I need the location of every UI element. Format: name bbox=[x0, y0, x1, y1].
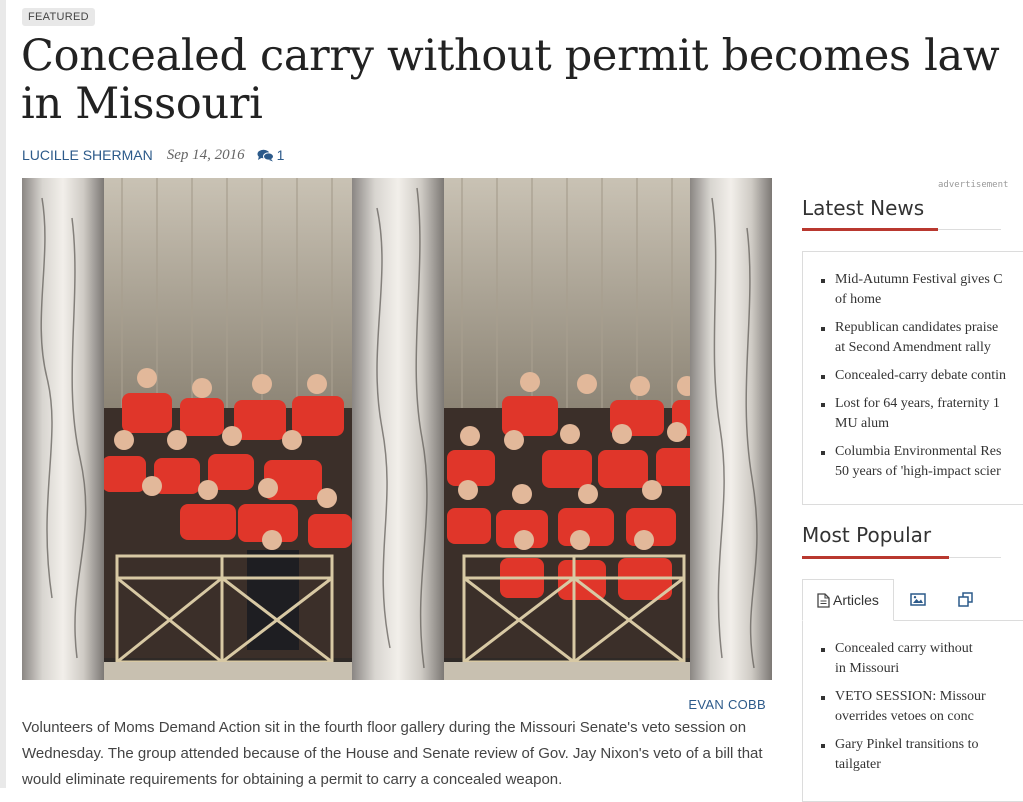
comments-link[interactable] bbox=[257, 147, 285, 163]
latest-news-title: Latest News bbox=[802, 196, 925, 220]
list-item[interactable] bbox=[803, 687, 1023, 727]
most-popular-rule bbox=[802, 557, 1001, 558]
page-edge bbox=[0, 0, 6, 788]
comments-icon bbox=[257, 149, 274, 162]
most-popular-title: Most Popular bbox=[802, 523, 932, 547]
list-item-line: Gary Pinkel transitions to bbox=[835, 737, 979, 752]
tab-articles-label: Articles bbox=[833, 592, 879, 608]
list-item[interactable] bbox=[803, 639, 1023, 679]
list-item-line: Lost for 64 years, fraternity 1 bbox=[835, 396, 1000, 411]
most-popular-tabs bbox=[802, 579, 990, 621]
tab-copy[interactable] bbox=[942, 579, 990, 619]
tab-photos[interactable] bbox=[894, 579, 942, 619]
list-item-line: Columbia Environmental Res bbox=[835, 444, 1002, 459]
article-photo[interactable] bbox=[22, 178, 772, 680]
senate-gallery-image bbox=[22, 178, 772, 680]
latest-news-rule bbox=[802, 229, 1001, 230]
list-item-line: overrides vetoes on conc bbox=[835, 709, 974, 724]
most-popular-list bbox=[803, 621, 1023, 775]
image-icon bbox=[910, 593, 926, 606]
publish-date: Sep 14, 2016 bbox=[166, 146, 245, 163]
featured-badge[interactable]: FEATURED bbox=[22, 8, 95, 26]
list-item-line: Concealed-carry debate contin bbox=[835, 368, 1007, 383]
list-item-line: Republican candidates praise bbox=[835, 320, 999, 335]
photo-caption: Volunteers of Moms Demand Action sit in the fourth floor gallery during the Missouri Senate's veto session on Wednesday. The group attended because of the House and Senate review of Gov. Jay Nixon's veto of a bill that would eliminate requirements for obtaining a permit to carry a concealed weapon. bbox=[22, 719, 763, 788]
list-item[interactable] bbox=[803, 735, 1023, 775]
comment-count: 1 bbox=[276, 147, 285, 163]
list-item[interactable] bbox=[803, 318, 1023, 358]
list-item-line: of home bbox=[835, 292, 882, 307]
list-item-line: tailgater bbox=[835, 757, 881, 772]
list-item[interactable] bbox=[803, 442, 1023, 482]
list-item-line: Concealed carry without bbox=[835, 641, 973, 656]
list-item[interactable] bbox=[803, 394, 1023, 434]
copy-icon bbox=[958, 592, 973, 607]
advertisement-label: advertisement bbox=[938, 180, 1009, 190]
list-item-line: in Missouri bbox=[835, 661, 900, 676]
most-popular-widget bbox=[802, 620, 1023, 802]
list-item-line: VETO SESSION: Missour bbox=[835, 689, 986, 704]
photo-credit[interactable]: EVAN COBB bbox=[688, 697, 766, 712]
latest-news-list bbox=[803, 252, 1023, 482]
document-icon bbox=[817, 593, 830, 608]
list-item-line: Mid-Autumn Festival gives C bbox=[835, 272, 1003, 287]
latest-news-accent bbox=[802, 228, 938, 231]
latest-news-widget bbox=[802, 251, 1023, 505]
list-item-line: 50 years of 'high-impact scier bbox=[835, 464, 1001, 479]
list-item-line: at Second Amendment rally bbox=[835, 340, 991, 355]
list-item-line: MU alum bbox=[835, 416, 890, 431]
list-item[interactable] bbox=[803, 270, 1023, 310]
list-item[interactable] bbox=[803, 366, 1023, 386]
author-link[interactable]: LUCILLE SHERMAN bbox=[22, 147, 153, 163]
tab-articles[interactable] bbox=[802, 579, 894, 621]
most-popular-accent bbox=[802, 556, 949, 559]
article-headline: Concealed carry without permit becomes law in Missouri bbox=[21, 31, 1000, 129]
byline bbox=[22, 145, 284, 165]
